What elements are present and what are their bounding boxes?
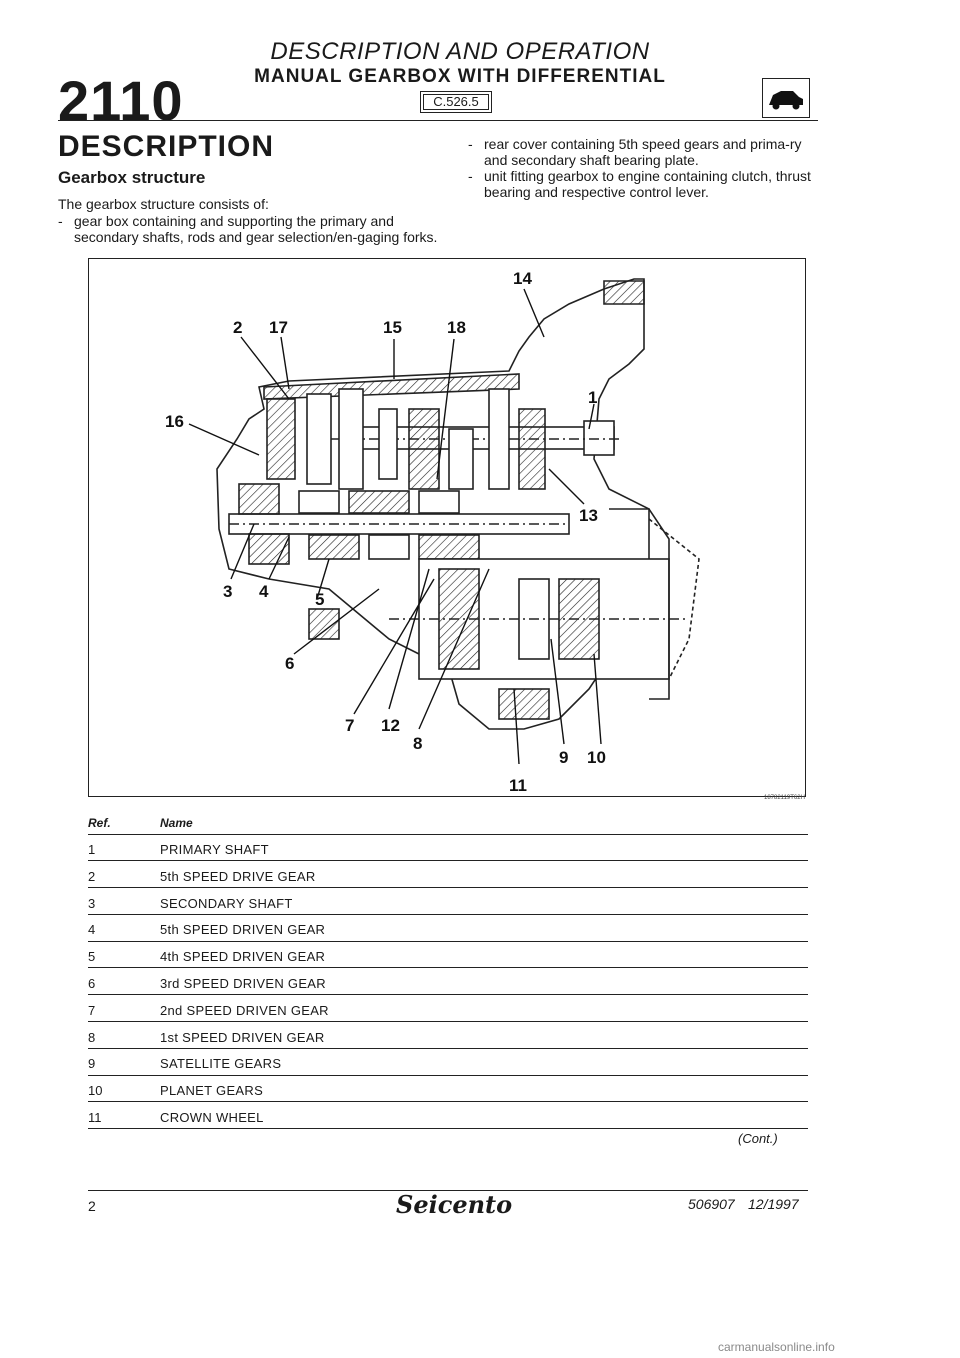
document-code: 506907 [688,1196,735,1212]
callout-17: 17 [269,318,288,337]
row-ref: 2 [88,868,96,884]
callout-4: 4 [259,582,269,601]
callout-14: 14 [513,269,532,288]
callout-18: 18 [447,318,466,337]
row-name: 3rd SPEED DRIVEN GEAR [160,976,326,991]
callout-16: 16 [165,412,184,431]
row-ref: 8 [88,1029,96,1045]
car-side-icon [762,78,810,118]
page-title: DESCRIPTION [58,130,275,163]
section-heading: Gearbox structure [58,168,206,187]
document-date: 12/1997 [748,1196,799,1212]
callout-6: 6 [285,654,295,673]
callout-2: 2 [233,318,243,337]
table-header-name: Name [160,816,193,830]
table-row [88,915,808,941]
row-name: 5th SPEED DRIVEN GEAR [160,922,326,938]
row-ref: 7 [88,1002,96,1018]
section-code-box [420,91,492,113]
row-ref: 10 [88,1083,103,1099]
row-ref: 4 [88,922,96,938]
row-name: PLANET GEARS [160,1083,264,1099]
callout-7: 7 [345,716,355,735]
section-title: DESCRIPTION AND OPERATION [270,38,650,65]
callout-8: 8 [413,734,423,753]
bullet-item: - unit fitting gearbox to engine containing clutch, thrust bearing and respective control lever. [468,168,813,200]
row-name: 5th SPEED DRIVE GEAR [160,868,316,884]
bullet-item: - rear cover containing 5th speed gears and prima-ry and secondary shaft bearing plate. [468,136,813,168]
table-row [88,1023,808,1049]
row-name: 1st SPEED DRIVEN GEAR [160,1029,325,1045]
row-name: CROWN WHEEL [160,1110,264,1125]
gearbox-drawing [89,259,805,796]
row-ref: 6 [88,976,96,991]
table-row [88,889,808,915]
gearbox-cross-section-figure [88,258,806,797]
row-name: PRIMARY SHAFT [160,842,269,857]
callout-15: 15 [383,318,402,337]
callout-12: 12 [381,716,400,735]
left-bullet-list [58,213,438,245]
right-bullet-list [468,136,813,200]
callout-1: 1 [588,388,598,407]
watermark: carmanualsonline.info [718,1340,835,1354]
callout-9: 9 [559,748,569,767]
row-ref: 3 [88,895,96,911]
section-subtitle: MANUAL GEARBOX WITH DIFFERENTIAL [254,66,666,87]
row-name: SATELLITE GEARS [160,1056,282,1072]
table-row [88,969,808,995]
row-name: SECONDARY SHAFT [160,895,293,911]
row-ref: 11 [88,1110,102,1125]
page-number: 2 [88,1198,96,1214]
table-row [88,1049,808,1075]
continued-note: (Cont.) [738,1131,778,1146]
row-name: 4th SPEED DRIVEN GEAR [160,949,326,965]
callout-11: 11 [509,776,527,795]
row-ref: 5 [88,949,96,965]
table-row [88,942,808,968]
table-row [88,862,808,888]
row-ref: 1 [88,842,96,857]
table-row [88,835,808,861]
brand-logo: Seicento [396,1190,513,1219]
figure-reference-code: 18782119T62H [764,795,805,801]
section-code: C.526.5 [433,94,479,109]
row-ref: 9 [88,1056,96,1072]
intro-text: The gearbox structure consists of: [58,196,269,212]
table-row [88,1103,808,1129]
group-number: 2110 [58,69,184,132]
callout-10: 10 [587,748,606,767]
row-name: 2nd SPEED DRIVEN GEAR [160,1002,329,1018]
table-header-ref: Ref. [88,816,111,830]
table-row [88,1076,808,1102]
header-rule [58,120,818,121]
table-row [88,996,808,1022]
callout-3: 3 [223,582,233,601]
bullet-item: - gear box containing and supporting the primary and secondary shafts, rods and gear selection/en-gaging forks. [58,213,438,245]
callout-13: 13 [579,506,598,525]
callout-5: 5 [315,590,325,609]
